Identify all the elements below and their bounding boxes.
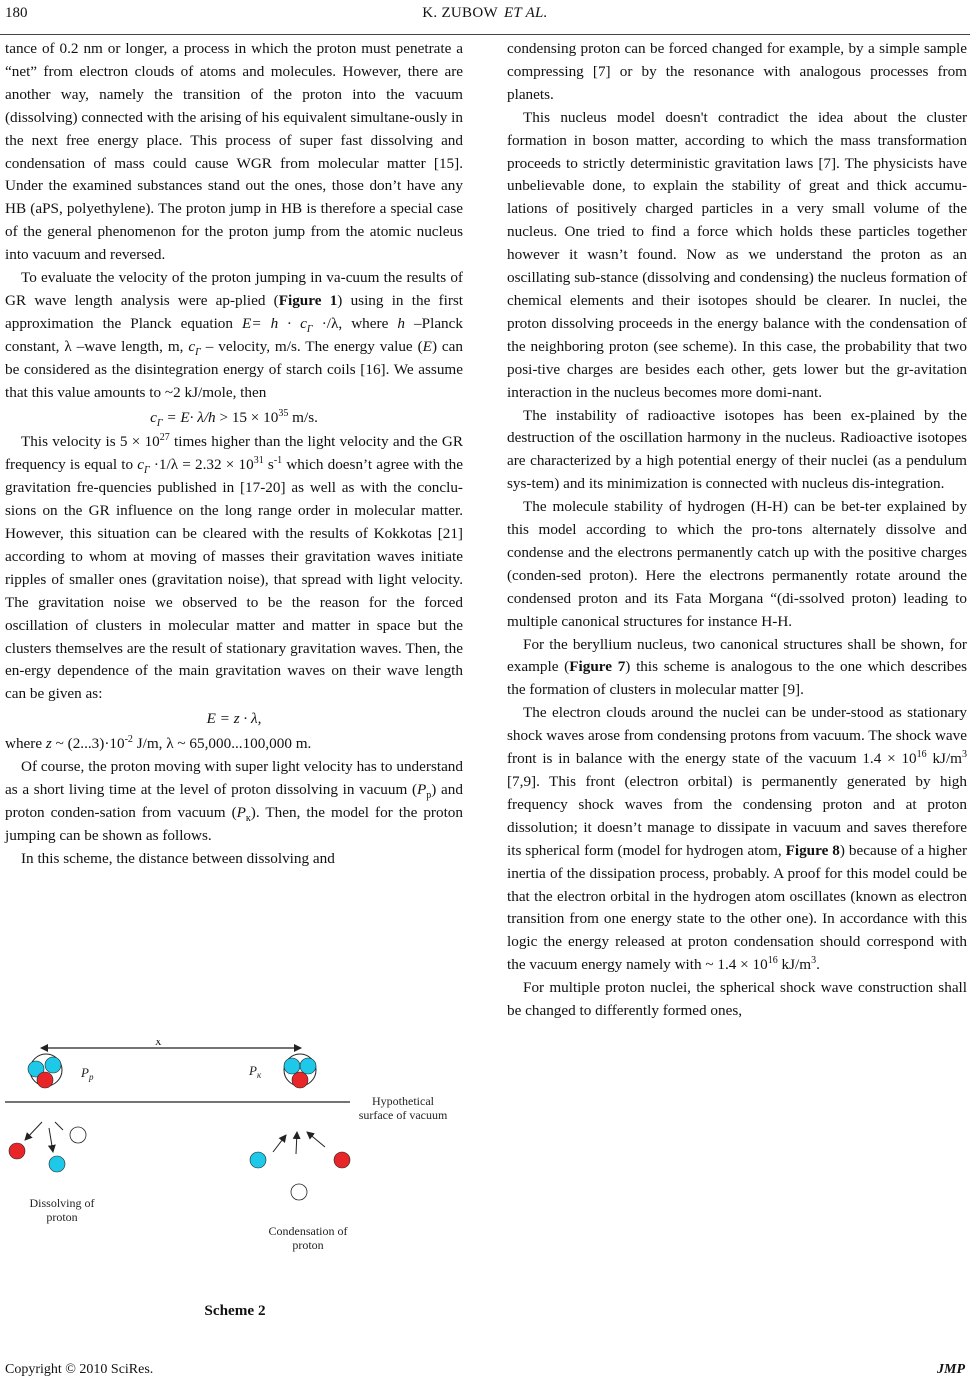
- condensation-symbol: $P_к$: [249, 1063, 262, 1080]
- surface-label-line2: surface of vacuum: [358, 1108, 448, 1122]
- figure-reference: Figure 1: [278, 291, 338, 309]
- figure-reference: Figure 8: [785, 841, 840, 859]
- neutral-particle: [45, 1057, 61, 1073]
- running-head: [0, 5, 970, 22]
- dissolving-symbol: $P_p$: [81, 1065, 94, 1082]
- dissolving-arrow: [25, 1122, 42, 1140]
- running-head-et-al: ET AL.: [503, 5, 548, 21]
- paragraph: For the beryllium nucleus, two canonical structures shall be shown, for example (Figure 7) this scheme is analogous to the one which describes the formation of clusters in molecular matter [9].: [507, 635, 967, 699]
- dissolving-label-line2: proton: [46, 1210, 78, 1224]
- paragraph: The molecule stability of hydrogen (H-H) can be bet-ter explained by this model according to which the pro-tons alternately dissolve and condense and the electrons permanently catch up with the positive charges (conden-sed proton). Here the electrons permanently rotate around the condensed proton and its Fata Morgana “(di-ssolved proton) leading to multiple canonical structures for instance H-H.: [507, 498, 967, 630]
- scheme-figure: [5, 1040, 465, 1330]
- neutral-particle: [300, 1058, 316, 1074]
- surface-label-line1: Hypothetical: [372, 1094, 434, 1108]
- copyright-notice: Copyright © 2010 SciRes.: [5, 1362, 154, 1377]
- paragraph: tance of 0.2 nm or longer, a process in which the proton must penetrate a “net” from electron clouds of atoms and molecules. However, there are another way, namely the transition of the proton into the vacuum (dissolving) connected with the arising of his equivalent simultane-ously in the next free energy place. This process of super fast dissolving and condensation of mass could cause WGR from molecular matter [15]. Under the examined substances stand out the ones, those don’t have any HB (aPS, polyethylene). The proton jump in HB is therefore a special case of the general phenomenon for the proton jump from the atomic nucleus into vacuum and reversed.: [5, 40, 463, 264]
- scheme-diagram: [5, 1040, 465, 1302]
- condensation-label-line1: Condensation of: [268, 1224, 348, 1238]
- journal-abbrev: JMP: [937, 1362, 965, 1377]
- paragraph: condensing proton can be forced changed for example, by a simple sample compressing [7] or by the resonance with analogous processes from planets.: [507, 40, 967, 103]
- proton-particle: [292, 1072, 308, 1088]
- proton-particle: [9, 1143, 25, 1159]
- equation: $c_Г = E\cdot \lambda/h > 15 \times 10^{35}$ m/s.: [150, 407, 318, 429]
- vacuum-particle: [70, 1127, 86, 1143]
- dissolving-arrow: [55, 1122, 63, 1130]
- neutral-particle: [250, 1152, 266, 1168]
- proton-particle: [334, 1152, 350, 1168]
- paragraph: where z ~ $(2...3)\cdot 10^{-2}$ J/m, λ ~ 65,000...100,000 m.: [5, 734, 312, 753]
- condensation-label-line2: proton: [292, 1238, 324, 1252]
- left-column: [5, 38, 463, 871]
- page-header: [0, 0, 970, 35]
- equation: E = z · λ,: [206, 710, 262, 728]
- paragraph: In this scheme, the distance between dissolving and: [21, 849, 335, 867]
- condensation-arrow: [273, 1135, 286, 1152]
- paragraph: This velocity is $5 \times 10^{27}$ times higher than the light velocity and the GR frequency is equal to $c_Г \cdot 1/\lambda = 2.32 \times 10^{31}$ $s^{-1}$ which doesn’t agree with the gravitation fre-quencies published in [17-20] as well as with the conclu-sions on the GR influence on the long range order in molecular matter. However, this situation can be cleared with the results of Kokkotas [21] according to whom at moving of masses their gravitation waves initiate ripples of smaller ones (gravitation noise), that spread with light velocity. The gravitation noise we observed to be the reason for the forced oscillation of clusters in molecular matter and matter in space but the clusters themselves are the result of stationary gravitation waves. Then, the en-ergy dependence of the main gravitation waves on their wave length can be given as:: [5, 432, 464, 703]
- distance-label: x: [155, 1040, 162, 1048]
- figure-reference: Figure 7: [569, 658, 626, 676]
- condensation-arrow: [296, 1132, 297, 1154]
- proton-particle: [37, 1072, 53, 1088]
- neutral-particle: [49, 1156, 65, 1172]
- dissolving-arrow: [49, 1128, 53, 1152]
- running-head-authors: K. ZUBOW: [422, 5, 498, 21]
- paragraph: This nucleus model doesn't contradict the idea about the cluster formation in boson matter, according to which the mass transformation proceeds to strictly deterministic gravitation laws [7]. The physicists have unbelievable done, to explain the stability of great and thick accumu-lations of positively charged particles in a very small volume of the nucleus. One tried to find a force which holds these particles together however it wasn’t found. Now as we understand the proton as an oscillating sub-stance (dissolving and condensing) the nucleus formation of chemical elements and their isotopes should be clearer. In nuclei, the proton dissolving proceeds in the energy balance with the condensation of the neighboring proton (see scheme). In this case, the probability that two posi-tive charges are besides each other, gets lower but the gr-avitation interaction in the nucleus becomes more domi-nant.: [507, 108, 967, 401]
- right-column: [507, 38, 967, 1023]
- paragraph: To evaluate the velocity of the proton jumping in va-cuum the results of GR wave length analysis were ap-plied (Figure 1) using in the first approximation the Planck equation $E= h \cdot c_Г \cdot/\lambda$, where h –Planck constant, λ –wave length, m, $c_Г$ – velocity, m/s. The energy value (E) can be considered as the disintegration energy of starch coils [16]. We assume that this value amounts to ~2 kJ/mole, then: [5, 269, 464, 401]
- neutral-particle: [284, 1058, 300, 1074]
- paragraph: Of course, the proton moving with super light velocity has to understand as a short living time at the level of proton dissolving in vacuum $(P_p)$ and proton conden-sation from vacuum $(P_к)$. Then, the model for the proton jumping can be shown as follows.: [5, 758, 463, 844]
- condensation-arrow: [307, 1132, 325, 1147]
- dissolving-label-line1: Dissolving of: [29, 1196, 95, 1210]
- scheme-caption: Scheme 2: [204, 1302, 266, 1319]
- vacuum-particle: [291, 1184, 307, 1200]
- page-number: 180: [5, 5, 28, 21]
- paragraph: The electron clouds around the nuclei can be under-stood as stationary shock waves arose from condensing protons from vacuum. The shock wave front is in balance with the energy state of the vacuum $1.4 \times 10^{16}$ $kJ/m^3$ [7,9]. This front (electron orbital) is permanently generated by high frequency shock waves from the condensing proton and at proton dissolution; it doesn’t manage to dissipate in vacuum and saves therefore its spherical form (model for hydrogen atom, Figure 8) because of a higher inertia of the dissipation process, probably. A proof for this model could be that the electron orbital in the hydrogen atom oscillates (known as electron transition from one energy state to the other one). In accordance with this logic the energy released at proton condensation should correspond with the vacuum energy namely with ~ $1.4 \times 10^{16}$ $kJ/m^3$.: [507, 704, 967, 974]
- paragraph: The instability of radioactive isotopes has been ex-plained by the destruction of the oscillation harmony in the nucleus. Radioactive isotopes are characterized by a high potential energy of their nuclei (as a pendulum sys-tem) and its minimization is connected with nucleus dis-integration.: [507, 406, 967, 493]
- paragraph: For multiple proton nuclei, the spherical shock wave construction shall be changed to differently formed ones,: [507, 979, 967, 1020]
